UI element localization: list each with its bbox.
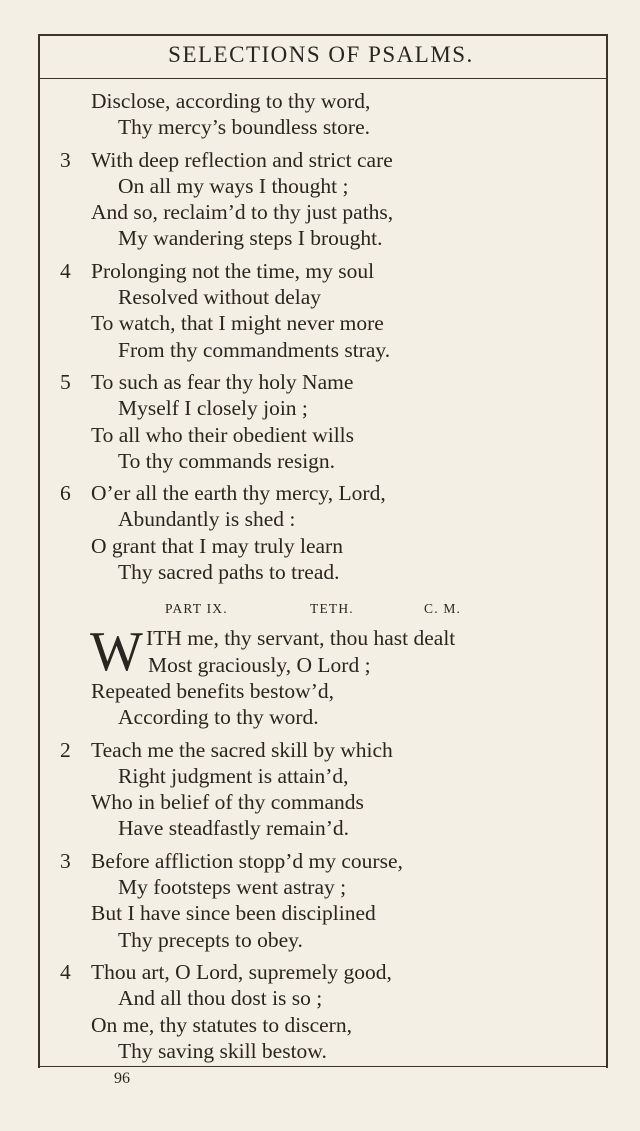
verse-line: Before affliction stopp’d my course, [91,848,403,873]
verse-number: 2 [60,737,71,762]
verse-line: My footsteps went astray ; [118,875,347,900]
verse-line: Thy mercy’s boundless store. [118,115,370,140]
verse [60,737,600,842]
verse-line: Who in belief of thy commands [91,790,364,815]
page-number: 96 [114,1070,130,1087]
verse-line: With deep reflection and strict care [91,147,393,172]
psalm-text [60,88,600,1070]
verse-line: Resolved without delay [118,285,322,310]
verse-line: To all who their obedient wills [91,422,355,447]
header-rule [38,78,606,79]
verse-line: Most graciously, O Lord ; [148,652,371,677]
verse-line: And all thou dost is so ; [118,986,323,1011]
verse-number: 4 [60,959,71,984]
verse-line: Thy saving skill bestow. [118,1038,327,1063]
verse-number: 6 [60,481,71,506]
verse-line: On all my ways I thought ; [118,173,349,198]
running-head: SELECTIONS OF PSALMS. [168,42,474,67]
verse-line: Thy precepts to obey. [118,927,303,952]
drop-cap: W [90,621,143,684]
verse-number: 5 [60,369,71,394]
verse [60,258,600,363]
verse-number: 3 [60,147,71,172]
verse-line: Disclose, according to thy word, [91,89,371,113]
verse [60,621,600,730]
verse-line: My wandering steps I brought. [118,226,383,251]
verse-line: Myself I closely join ; [118,396,308,421]
part-label: PART IX. [165,601,228,617]
verse-line: To such as fear thy holy Name [91,369,354,394]
verse-line: ITH me, thy servant, thou hast dealt [146,626,456,651]
verse-line: On me, thy statutes to discern, [91,1012,352,1037]
verse-line: O grant that I may truly learn [91,533,343,558]
verse-line: Thou art, O Lord, supremely good, [91,959,392,984]
verse [60,147,600,252]
verse-line: Thy sacred paths to tread. [118,560,340,585]
verse-line: To watch, that I might never more [91,311,384,336]
verse-line: But I have since been disciplined [91,901,376,926]
verse [60,88,600,141]
part-meter: C. M. [424,601,462,617]
verse-line: Prolonging not the time, my soul [91,258,375,283]
verse-line: Repeated benefits bestow’d, [91,678,334,703]
verse-line: Right judgment is attain’d, [118,763,349,788]
verse-line: From thy commandments stray. [118,337,391,362]
verse-line: Teach me the sacred skill by which [91,737,393,762]
verse-line: According to thy word. [118,705,319,730]
verse [60,369,600,474]
verse-number: 4 [60,258,71,283]
verse [60,848,600,953]
verse [60,480,600,585]
part-heading [60,601,600,619]
verse-line: O’er all the earth thy mercy, Lord, [91,481,386,506]
verse-number: 3 [60,848,71,873]
verse-line: And so, reclaim’d to thy just paths, [91,200,394,225]
verse-line: Abundantly is shed : [118,507,296,532]
verse-line: To thy commands resign. [118,448,336,473]
verse [60,959,600,1064]
part-name: TETH. [310,601,354,617]
verse-line: Have steadfastly remain’d. [118,816,350,841]
